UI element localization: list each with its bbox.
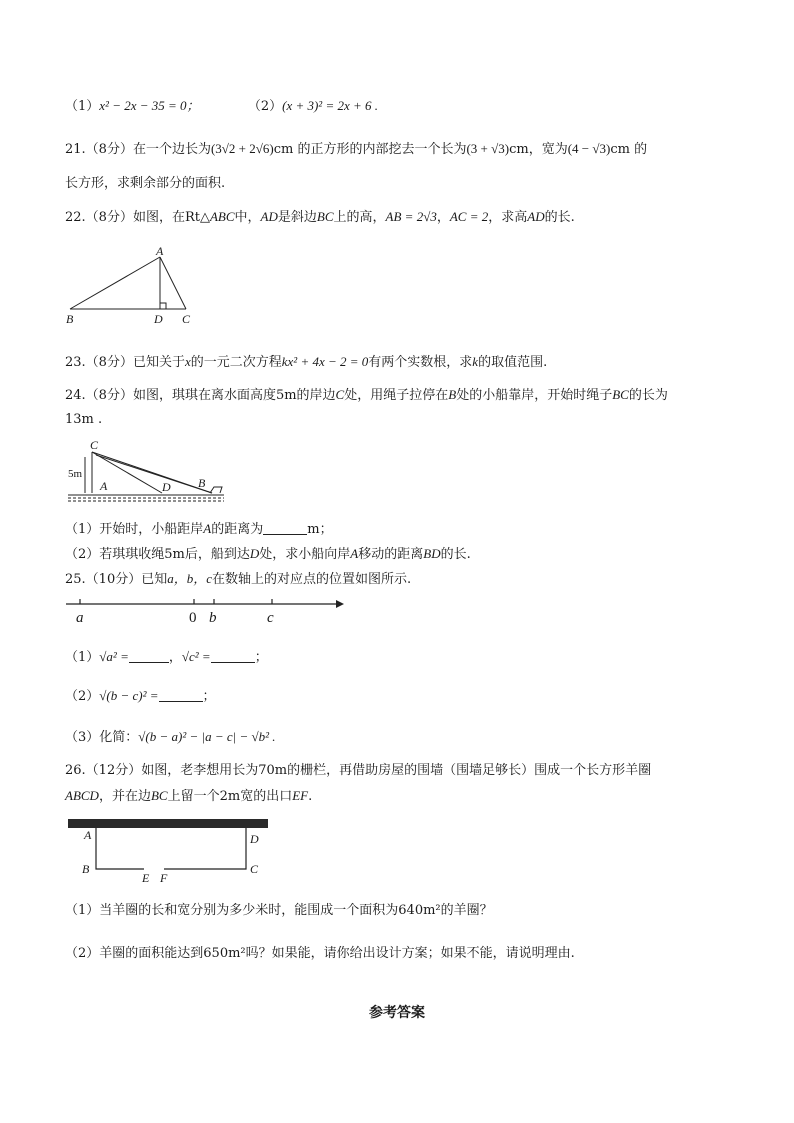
label-A: A — [156, 245, 164, 258]
q26-line2: ABCD，并在边BC上留一个2m宽的出口EF. — [65, 788, 313, 804]
answer-blank[interactable] — [129, 650, 169, 663]
q21-length: (3 + √3) — [466, 141, 510, 156]
label-C: C — [90, 438, 99, 452]
label-B: B — [198, 476, 206, 490]
point-b: b — [209, 610, 217, 626]
label-C: C — [250, 862, 259, 876]
q24-sub1: （1）开始时，小船距岸A的距离为 m； — [65, 521, 333, 537]
point-zero: 0 — [189, 610, 197, 626]
q24-line2: 13m . — [65, 412, 103, 427]
label-D: D — [250, 832, 259, 846]
q26-sub1: （1）当羊圈的长和宽分别为多少米时，能围成一个面积为640m²的羊圈？ — [65, 903, 493, 918]
q20-eq1: x² − 2x − 35 = 0； — [99, 98, 200, 113]
q25-sub3: （3）化简：√(b − a)² − |a − c| − √b² . — [65, 729, 276, 745]
answer-blank[interactable] — [263, 522, 307, 535]
q22-line: 22.（8分）如图，在Rt△ABC中，AD是斜边BC上的高，AB = 2√3，AC = 2，求高AD的长. — [65, 209, 575, 225]
height-label: 5m — [68, 468, 83, 480]
label-A: A — [100, 479, 108, 493]
q25-sub1: （1）√a² = ，√c² = ； — [65, 649, 268, 665]
answer-blank[interactable] — [211, 650, 255, 663]
label-E: E — [142, 871, 150, 885]
q21-side: (3√2 + 2√6) — [210, 141, 274, 156]
label-B: B — [66, 312, 74, 326]
point-a: a — [76, 610, 84, 626]
q20-eq2: (x + 3)² = 2x + 6 . — [282, 98, 379, 113]
q25-line: 25.（10分）已知a，b，c在数轴上的对应点的位置如图所示. — [65, 571, 412, 587]
q26-sub2: （2）羊圈的面积能达到650m²吗？如果能，请你给出设计方案；如果不能，请说明理由. — [65, 946, 575, 961]
q22-triangle-figure — [60, 245, 200, 327]
q24-sub2: （2）若琪琪收绳5m后，船到达D处，求小船向岸A移动的距离BD的长. — [65, 546, 471, 562]
q23-equation: kx² + 4x − 2 = 0 — [281, 354, 369, 369]
q21-line2: 长方形，求剩余部分的面积. — [65, 176, 226, 191]
point-c: c — [267, 610, 274, 626]
number-line — [62, 592, 352, 626]
q24-line1: 24.（8分）如图，琪琪在离水面高度5m的岸边C处，用绳子拉停在B处的小船靠岸，开始时绳子BC的长为 — [65, 387, 668, 403]
q23-line: 23.（8分）已知关于x的一元二次方程kx² + 4x − 2 = 0有两个实数根，求k的取值范围. — [65, 354, 548, 370]
label-C: C — [182, 312, 191, 326]
q26-line1: 26.（12分）如图，老李想用长为70m的栅栏，再借助房屋的围墙（围墙足够长）围成一个长方形羊圈 — [65, 763, 652, 778]
q25-sub2: （2）√(b − c)² = ； — [65, 688, 216, 704]
label-B: B — [82, 862, 90, 876]
q24-boat-figure — [62, 435, 232, 507]
label-D: D — [154, 312, 163, 326]
answer-blank[interactable] — [159, 689, 203, 702]
q21-line1: 21.（8分）在一个边长为(3√2 + 2√6)cm 的正方形的内部挖去一个长为(3 + √3)cm，宽为(4 − √3)cm 的 — [65, 141, 648, 157]
q21-width: (4 − √3) — [567, 141, 611, 156]
q26-pen-figure — [64, 815, 274, 885]
label-A: A — [84, 828, 92, 842]
label-F: F — [160, 871, 168, 885]
q20-line: （1）x² − 2x − 35 = 0； （2）(x + 3)² = 2x + 6 . — [65, 98, 379, 114]
label-D: D — [162, 480, 171, 494]
answer-title: 参考答案 — [369, 1005, 425, 1021]
